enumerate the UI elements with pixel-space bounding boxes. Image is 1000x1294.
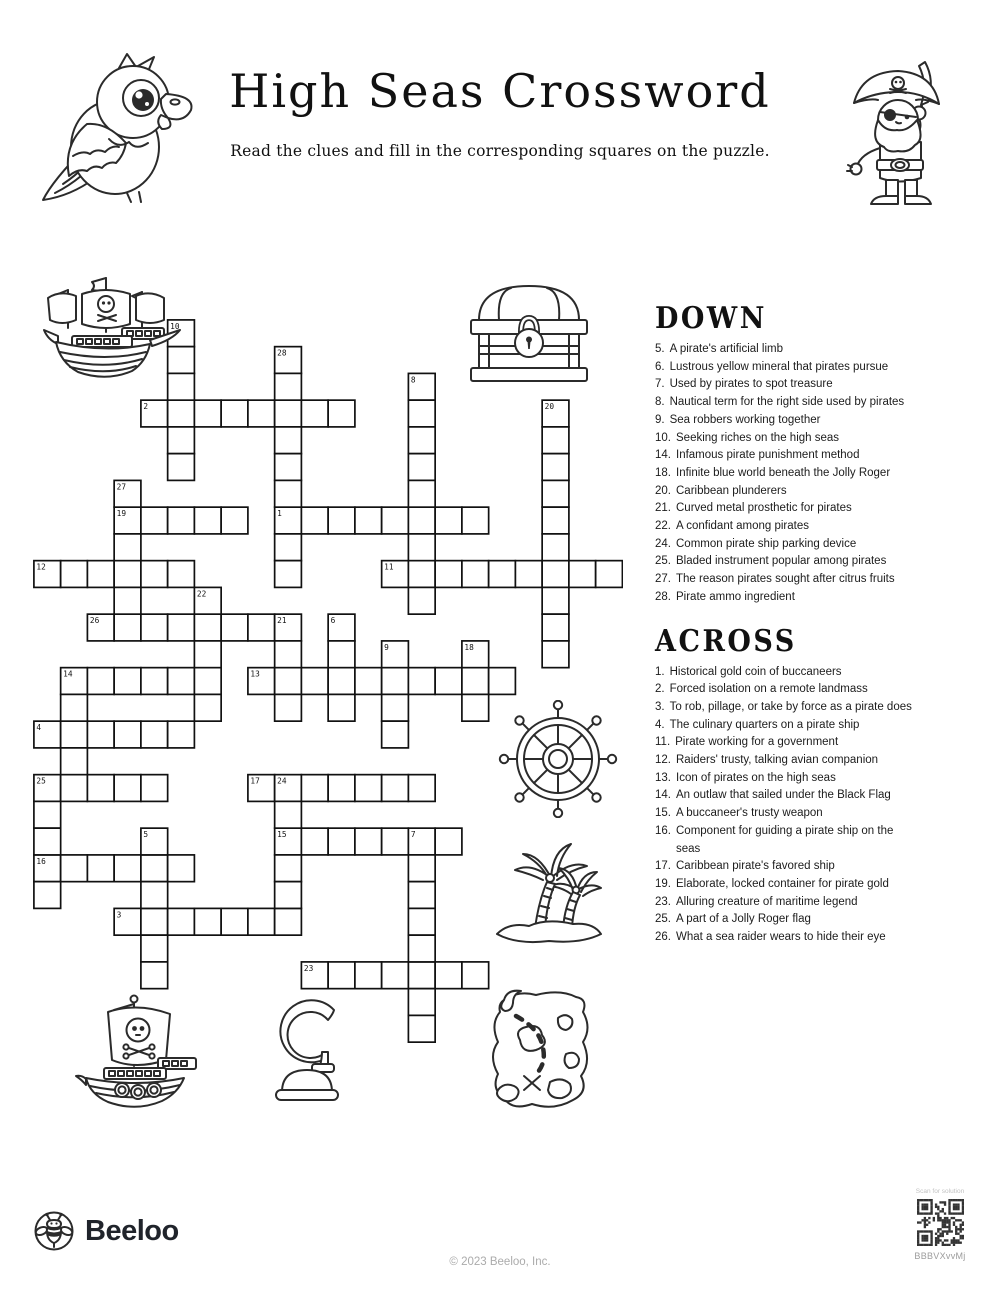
clue-number: 15. xyxy=(655,807,671,820)
grid-cell[interactable] xyxy=(355,668,382,695)
grid-cell[interactable] xyxy=(168,507,195,534)
grid-cell[interactable] xyxy=(435,828,462,855)
grid-cell[interactable] xyxy=(301,400,328,427)
grid-clue-number: 15 xyxy=(277,830,287,840)
clue-number: 22. xyxy=(655,520,671,533)
grid-clue-number: 11 xyxy=(384,562,394,572)
grid-clue-number: 27 xyxy=(116,482,127,492)
across-clue-11 xyxy=(655,734,917,752)
clue-text: Common pirate ship parking device xyxy=(676,537,857,550)
grid-cell[interactable] xyxy=(408,668,435,695)
grid-cell[interactable] xyxy=(328,400,355,427)
grid-cell[interactable] xyxy=(61,694,88,721)
clue-text: What a sea raider wears to hide their eye xyxy=(676,931,886,944)
hook-icon xyxy=(266,994,348,1104)
clue-number: 19. xyxy=(655,877,671,890)
grid-cell[interactable] xyxy=(194,908,221,935)
clue-text: Curved metal prosthetic for pirates xyxy=(676,502,852,515)
clue-text: Lustrous yellow mineral that pirates pursue xyxy=(669,360,889,373)
grid-clue-number: 3 xyxy=(116,910,122,920)
grid-cell[interactable] xyxy=(194,641,221,668)
grid-clue-number: 18 xyxy=(464,642,474,652)
grid-cell[interactable] xyxy=(408,587,435,614)
clue-number: 17. xyxy=(655,860,671,873)
grid-cell[interactable] xyxy=(114,587,141,614)
grid-cell[interactable] xyxy=(141,935,168,962)
grid-cell[interactable] xyxy=(194,400,221,427)
grid-cell[interactable] xyxy=(275,373,302,400)
grid-cell[interactable] xyxy=(61,561,88,588)
grid-cell[interactable] xyxy=(462,507,489,534)
grid-clue-number: 5 xyxy=(143,830,149,840)
clue-number: 20. xyxy=(655,484,671,497)
grid-cell[interactable] xyxy=(275,454,302,481)
across-clue-4 xyxy=(655,717,917,735)
grid-cell[interactable] xyxy=(168,561,195,588)
grid-cell[interactable] xyxy=(141,908,168,935)
clue-number: 28. xyxy=(655,590,671,603)
grid-cell[interactable] xyxy=(61,721,88,748)
clue-text: Used by pirates to spot treasure xyxy=(669,378,833,391)
grid-cell[interactable] xyxy=(61,855,88,882)
clue-text: Pirate working for a government xyxy=(675,736,839,749)
grid-cell[interactable] xyxy=(301,828,328,855)
grid-cell[interactable] xyxy=(141,507,168,534)
clue-number: 26. xyxy=(655,931,671,944)
grid-cell[interactable] xyxy=(141,962,168,989)
clue-text: Pirate ammo ingredient xyxy=(676,590,795,603)
pirate-ship-icon xyxy=(32,270,182,394)
clue-number: 2. xyxy=(655,683,665,696)
clue-number: 24. xyxy=(655,537,671,550)
grid-cell[interactable] xyxy=(435,668,462,695)
clue-text: The culinary quarters on a pirate ship xyxy=(669,718,860,731)
grid-cell[interactable] xyxy=(87,721,114,748)
clue-number: 25. xyxy=(655,555,671,568)
grid-cell[interactable] xyxy=(221,614,248,641)
clue-number: 21. xyxy=(655,502,671,515)
grid-cell[interactable] xyxy=(34,882,61,909)
grid-cell[interactable] xyxy=(248,400,275,427)
grid-cell[interactable] xyxy=(301,507,328,534)
clue-number: 14. xyxy=(655,789,671,802)
clues-panel xyxy=(655,301,917,947)
grid-cell[interactable] xyxy=(34,828,61,855)
grid-cell[interactable] xyxy=(114,668,141,695)
down-clue-5 xyxy=(655,341,917,359)
grid-clue-number: 21 xyxy=(277,616,287,626)
clue-text: A confidant among pirates xyxy=(676,520,809,533)
grid-clue-number: 8 xyxy=(410,375,416,385)
treasure-chest-icon xyxy=(463,280,595,384)
grid-cell[interactable] xyxy=(408,427,435,454)
across-clue-14 xyxy=(655,787,917,805)
clue-number: 18. xyxy=(655,466,671,479)
clue-text: Seeking riches on the high seas xyxy=(676,431,840,444)
across-clue-23 xyxy=(655,894,917,912)
across-clue-1 xyxy=(655,664,917,682)
grid-cell[interactable] xyxy=(275,855,302,882)
grid-cell[interactable] xyxy=(114,775,141,802)
across-clues xyxy=(655,624,917,947)
grid-clue-number: 9 xyxy=(384,642,389,652)
clue-text: Historical gold coin of buccaneers xyxy=(669,665,842,678)
grid-cell[interactable] xyxy=(408,989,435,1016)
clue-number: 12. xyxy=(655,754,671,767)
clue-text: Elaborate, locked container for pirate gold xyxy=(676,877,889,890)
down-clue-9 xyxy=(655,412,917,430)
grid-cell[interactable] xyxy=(275,561,302,588)
grid-cell[interactable] xyxy=(355,507,382,534)
clue-number: 6. xyxy=(655,360,665,373)
grid-cell[interactable] xyxy=(221,400,248,427)
grid-cell[interactable] xyxy=(141,855,168,882)
page-subtitle: Read the clues and fill in the corresponding squares on the puzzle. xyxy=(230,142,770,160)
grid-clue-number: 7 xyxy=(410,830,416,840)
across-clue-list xyxy=(655,664,917,947)
grid-cell[interactable] xyxy=(542,480,569,507)
grid-cell[interactable] xyxy=(34,801,61,828)
down-clue-6 xyxy=(655,359,917,377)
grid-cell[interactable] xyxy=(408,935,435,962)
down-clue-20 xyxy=(655,483,917,501)
grid-cell[interactable] xyxy=(328,668,355,695)
grid-clue-number: 16 xyxy=(36,856,46,866)
grid-cell[interactable] xyxy=(61,775,88,802)
clue-number: 1. xyxy=(655,665,665,678)
grid-cell[interactable] xyxy=(408,855,435,882)
grid-cell[interactable] xyxy=(408,534,435,561)
grid-cell[interactable] xyxy=(462,694,489,721)
clue-text: Raiders' trusty, talking avian companion xyxy=(676,754,879,767)
grid-cell[interactable] xyxy=(221,507,248,534)
grid-cell[interactable] xyxy=(408,480,435,507)
grid-cell[interactable] xyxy=(435,507,462,534)
clue-number: 3. xyxy=(655,700,665,713)
clue-text: Infinite blue world beneath the Jolly Roger xyxy=(676,466,891,479)
grid-cell[interactable] xyxy=(114,561,141,588)
clue-text: Nautical term for the right side used by pirates xyxy=(669,396,905,409)
across-clue-26 xyxy=(655,929,917,947)
grid-cell[interactable] xyxy=(301,668,328,695)
grid-cell[interactable] xyxy=(168,908,195,935)
clue-number: 13. xyxy=(655,771,671,784)
clue-text: An outlaw that sailed under the Black Flag xyxy=(676,789,891,802)
grid-cell[interactable] xyxy=(542,614,569,641)
grid-clue-number: 19 xyxy=(116,509,127,519)
down-clue-14 xyxy=(655,447,917,465)
down-clue-21 xyxy=(655,500,917,518)
grid-clue-number: 20 xyxy=(544,402,555,412)
grid-cell[interactable] xyxy=(87,561,114,588)
grid-cell[interactable] xyxy=(408,908,435,935)
grid-clue-number: 28 xyxy=(277,348,287,358)
grid-clue-number: 10 xyxy=(170,321,180,331)
clue-number: 8. xyxy=(655,396,665,409)
grid-cell[interactable] xyxy=(141,882,168,909)
beeloo-wordmark: Beeloo xyxy=(85,1214,179,1247)
grid-cell[interactable] xyxy=(275,668,302,695)
clue-number: 9. xyxy=(655,413,665,426)
grid-clue-number: 2 xyxy=(143,402,149,412)
across-clue-16 xyxy=(655,823,917,858)
across-clue-17 xyxy=(655,858,917,876)
down-clue-27 xyxy=(655,571,917,589)
grid-clue-number: 22 xyxy=(196,589,207,599)
clue-text: A pirate's artificial limb xyxy=(669,343,783,355)
clue-text: Alluring creature of maritime legend xyxy=(676,895,858,908)
grid-cell[interactable] xyxy=(275,882,302,909)
clue-text: Infamous pirate punishment method xyxy=(676,449,860,462)
grid-cell[interactable] xyxy=(328,507,355,534)
grid-cell[interactable] xyxy=(328,694,355,721)
grid-cell[interactable] xyxy=(141,668,168,695)
grid-cell[interactable] xyxy=(114,855,141,882)
grid-cell[interactable] xyxy=(168,454,195,481)
grid-cell[interactable] xyxy=(141,721,168,748)
grid-cell[interactable] xyxy=(194,507,221,534)
grid-cell[interactable] xyxy=(141,775,168,802)
grid-cell[interactable] xyxy=(355,775,382,802)
grid-cell[interactable] xyxy=(382,962,409,989)
small-pirate-ship-icon xyxy=(72,986,202,1112)
qr-code-text: BBBVXvvMj xyxy=(914,1251,966,1261)
ship-wheel-icon xyxy=(498,700,618,818)
grid-cell[interactable] xyxy=(328,641,355,668)
grid-cell[interactable] xyxy=(408,775,435,802)
down-heading: DOWN xyxy=(655,301,767,336)
grid-cell[interactable] xyxy=(408,1015,435,1042)
grid-clue-number: 12 xyxy=(36,562,46,572)
grid-cell[interactable] xyxy=(328,775,355,802)
grid-cell[interactable] xyxy=(408,400,435,427)
grid-cell[interactable] xyxy=(275,801,302,828)
clue-number: 23. xyxy=(655,895,671,908)
grid-cell[interactable] xyxy=(168,721,195,748)
grid-clue-number: 14 xyxy=(63,669,73,679)
grid-cell[interactable] xyxy=(61,748,88,775)
grid-clue-number: 13 xyxy=(250,669,260,679)
grid-cell[interactable] xyxy=(569,561,596,588)
grid-cell[interactable] xyxy=(408,507,435,534)
clue-number: 11. xyxy=(655,736,671,749)
grid-clue-number: 25 xyxy=(36,776,46,786)
down-clue-8 xyxy=(655,394,917,412)
grid-cell[interactable] xyxy=(275,641,302,668)
clue-number: 16. xyxy=(655,824,671,837)
grid-clue-number: 26 xyxy=(89,616,100,626)
page-title: High Seas Crossword xyxy=(229,64,771,118)
across-clue-19 xyxy=(655,876,917,894)
grid-cell[interactable] xyxy=(542,561,569,588)
grid-cell[interactable] xyxy=(194,694,221,721)
down-clue-22 xyxy=(655,518,917,536)
grid-cell[interactable] xyxy=(328,962,355,989)
grid-cell[interactable] xyxy=(168,855,195,882)
bee-logo-icon xyxy=(33,1210,75,1252)
grid-clue-number: 6 xyxy=(330,616,336,626)
clue-text: Forced isolation on a remote landmass xyxy=(669,683,868,696)
across-clue-2 xyxy=(655,681,917,699)
grid-cell[interactable] xyxy=(596,561,623,588)
clue-number: 14. xyxy=(655,449,671,462)
down-clue-10 xyxy=(655,430,917,448)
palm-island-icon xyxy=(487,838,611,950)
grid-cell[interactable] xyxy=(114,721,141,748)
grid-clue-number: 23 xyxy=(303,963,314,973)
grid-cell[interactable] xyxy=(87,775,114,802)
grid-cell[interactable] xyxy=(275,400,302,427)
grid-cell[interactable] xyxy=(87,855,114,882)
grid-cell[interactable] xyxy=(462,668,489,695)
grid-cell[interactable] xyxy=(248,908,275,935)
down-clue-24 xyxy=(655,536,917,554)
grid-cell[interactable] xyxy=(408,962,435,989)
grid-cell[interactable] xyxy=(435,962,462,989)
clue-text: Sea robbers working together xyxy=(669,413,821,426)
grid-cell[interactable] xyxy=(542,507,569,534)
grid-cell[interactable] xyxy=(382,828,409,855)
clue-number: 5. xyxy=(655,343,665,355)
down-clue-7 xyxy=(655,376,917,394)
across-clue-12 xyxy=(655,752,917,770)
clue-text: A part of a Jolly Roger flag xyxy=(676,913,811,926)
grid-cell[interactable] xyxy=(382,507,409,534)
clue-text: Component for guiding a pirate ship on the seas xyxy=(676,824,894,855)
grid-cell[interactable] xyxy=(542,534,569,561)
clue-text: A buccaneer's trusty weapon xyxy=(676,807,823,820)
grid-cell[interactable] xyxy=(168,400,195,427)
grid-cell[interactable] xyxy=(435,561,462,588)
grid-cell[interactable] xyxy=(194,614,221,641)
clue-number: 4. xyxy=(655,718,665,731)
grid-cell[interactable] xyxy=(382,721,409,748)
down-clues xyxy=(655,301,917,607)
grid-cell[interactable] xyxy=(275,480,302,507)
grid-cell[interactable] xyxy=(382,694,409,721)
grid-cell[interactable] xyxy=(141,614,168,641)
down-clue-list xyxy=(655,341,917,607)
clue-text: Bladed instrument popular among pirates xyxy=(676,555,887,568)
beeloo-logo xyxy=(33,1210,179,1252)
clue-number: 10. xyxy=(655,431,671,444)
across-clue-3 xyxy=(655,699,917,717)
grid-cell[interactable] xyxy=(275,534,302,561)
grid-cell[interactable] xyxy=(221,908,248,935)
grid-cell[interactable] xyxy=(168,614,195,641)
across-clue-13 xyxy=(655,770,917,788)
across-clue-15 xyxy=(655,805,917,823)
qr-block xyxy=(910,1188,970,1261)
grid-clue-number: 1 xyxy=(277,509,282,519)
treasure-map-icon xyxy=(476,984,598,1118)
pirate-captain-icon xyxy=(828,58,974,208)
clue-text: Icon of pirates on the high seas xyxy=(676,771,836,784)
grid-clue-number: 24 xyxy=(277,776,287,786)
down-clue-25 xyxy=(655,553,917,571)
grid-cell[interactable] xyxy=(382,668,409,695)
qr-label: Scan for solution xyxy=(915,1188,965,1195)
copyright-text: © 2023 Beeloo, Inc. xyxy=(449,1256,551,1268)
grid-cell[interactable] xyxy=(328,828,355,855)
grid-clue-number: 17 xyxy=(250,776,260,786)
clue-number: 27. xyxy=(655,573,671,586)
grid-cell[interactable] xyxy=(489,668,516,695)
grid-cell[interactable] xyxy=(114,534,141,561)
grid-cell[interactable] xyxy=(141,561,168,588)
grid-cell[interactable] xyxy=(168,427,195,454)
grid-cell[interactable] xyxy=(382,775,409,802)
grid-cell[interactable] xyxy=(87,668,114,695)
grid-cell[interactable] xyxy=(355,962,382,989)
grid-cell[interactable] xyxy=(542,427,569,454)
grid-cell[interactable] xyxy=(301,775,328,802)
qr-code xyxy=(917,1199,964,1246)
grid-cell[interactable] xyxy=(462,561,489,588)
grid-cell[interactable] xyxy=(355,828,382,855)
grid-cell[interactable] xyxy=(114,614,141,641)
across-clue-25 xyxy=(655,911,917,929)
grid-cell[interactable] xyxy=(408,454,435,481)
grid-cell[interactable] xyxy=(275,908,302,935)
across-heading: ACROSS xyxy=(655,623,797,659)
grid-cell[interactable] xyxy=(275,694,302,721)
clue-text: To rob, pillage, or take by force as a pirate does xyxy=(669,700,912,713)
clue-text: Caribbean pirate's favored ship xyxy=(676,860,835,873)
grid-cell[interactable] xyxy=(408,882,435,909)
grid-cell[interactable] xyxy=(542,454,569,481)
grid-cell[interactable] xyxy=(168,668,195,695)
grid-cell[interactable] xyxy=(489,561,516,588)
grid-cell[interactable] xyxy=(408,561,435,588)
grid-cell[interactable] xyxy=(194,668,221,695)
down-clue-28 xyxy=(655,589,917,607)
clue-text: The reason pirates sought after citrus fruits xyxy=(676,573,895,586)
clue-text: Caribbean plunderers xyxy=(676,484,787,497)
grid-clue-number: 4 xyxy=(36,723,42,733)
grid-cell[interactable] xyxy=(542,587,569,614)
clue-number: 25. xyxy=(655,913,671,926)
clue-number: 7. xyxy=(655,378,665,391)
down-clue-18 xyxy=(655,465,917,483)
grid-cell[interactable] xyxy=(542,641,569,668)
grid-cell[interactable] xyxy=(515,561,542,588)
grid-cell[interactable] xyxy=(275,427,302,454)
grid-cell[interactable] xyxy=(248,614,275,641)
